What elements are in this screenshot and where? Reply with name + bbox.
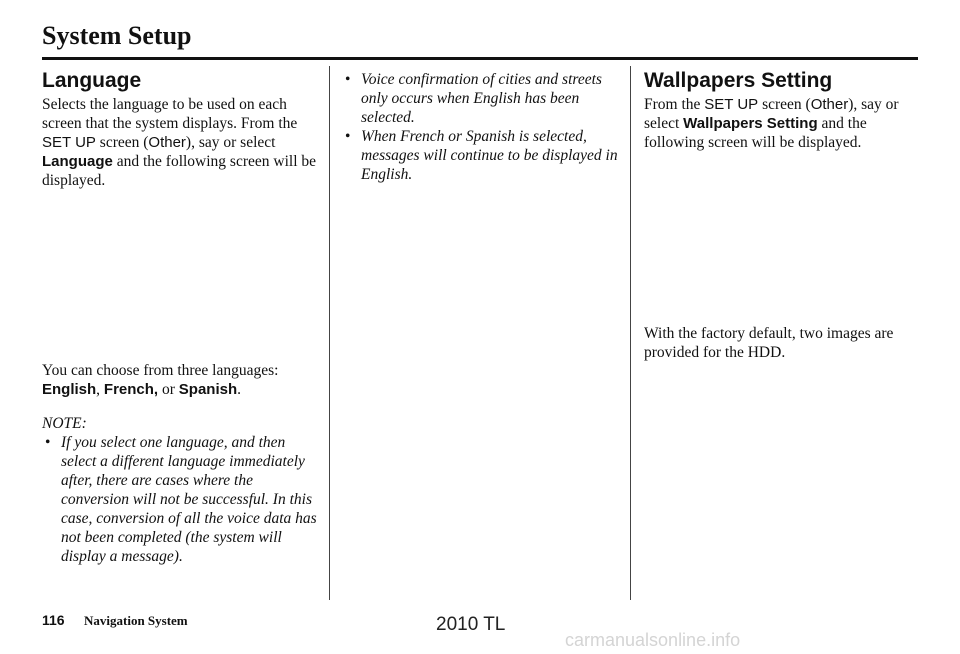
- middle-notes: [342, 70, 620, 184]
- setup-screen-label: SET UP: [704, 96, 759, 113]
- wallpapers-intro-text-1: From the: [644, 96, 705, 113]
- column-divider-left: [329, 66, 330, 600]
- setup-screen-label: SET UP: [42, 134, 96, 151]
- language-intro-text-2: screen (: [95, 134, 149, 151]
- option-period: .: [237, 381, 242, 398]
- other-label: Other: [810, 96, 849, 113]
- language-intro-text-4: and the following screen will be displayed.: [42, 153, 317, 189]
- wallpapers-intro: [644, 95, 920, 152]
- other-label: Other: [148, 134, 186, 151]
- column-divider-right: [630, 66, 631, 600]
- wallpapers-intro-text-3: ), say or select: [644, 96, 899, 132]
- language-intro-text-3: ), say or select: [185, 134, 276, 151]
- note-item: • If you select one language, and then select a different language immediately after, there are cases where the conversion will not be successful. In this case, conversion of all the voice data has not been completed (the system will display a message).: [42, 433, 320, 566]
- language-notes: [42, 433, 320, 566]
- footer-label: Navigation System: [84, 613, 188, 628]
- site-watermark: carmanualsonline.info: [565, 630, 741, 650]
- factory-default-text: With the factory default, two images are provided for the HDD.: [644, 325, 894, 361]
- language-command-label: Language: [42, 153, 113, 170]
- note-item: • Voice confirmation of cities and streets only occurs when English has been selected.: [342, 70, 620, 127]
- note-item: • When French or Spanish is selected, messages will continue to be displayed in English.: [342, 127, 620, 184]
- choose-languages-text: You can choose from three languages:: [42, 362, 279, 379]
- language-intro: [42, 95, 320, 190]
- language-options: [42, 361, 322, 399]
- option-french: French,: [103, 381, 159, 398]
- note-label: NOTE:: [42, 415, 87, 432]
- language-heading: Language: [42, 69, 142, 92]
- language-intro-text-1: Selects the language to be used on each screen that the system displays. From the: [42, 96, 298, 132]
- option-spanish: Spanish: [178, 381, 238, 398]
- wallpapers-heading: Wallpapers Setting: [644, 69, 833, 92]
- option-separator: ,: [96, 381, 104, 398]
- wallpapers-intro-text-2: screen (: [758, 96, 811, 113]
- page-number: 116: [42, 612, 65, 628]
- option-or: or: [158, 381, 179, 398]
- title-divider: [42, 57, 918, 60]
- wallpapers-command-label: Wallpapers Setting: [683, 115, 818, 132]
- wallpapers-intro-text-4: and the following screen will be displayed.: [644, 115, 867, 151]
- model-watermark: 2010 TL: [436, 614, 506, 635]
- section-title: System Setup: [42, 21, 192, 50]
- option-english: English: [42, 381, 97, 398]
